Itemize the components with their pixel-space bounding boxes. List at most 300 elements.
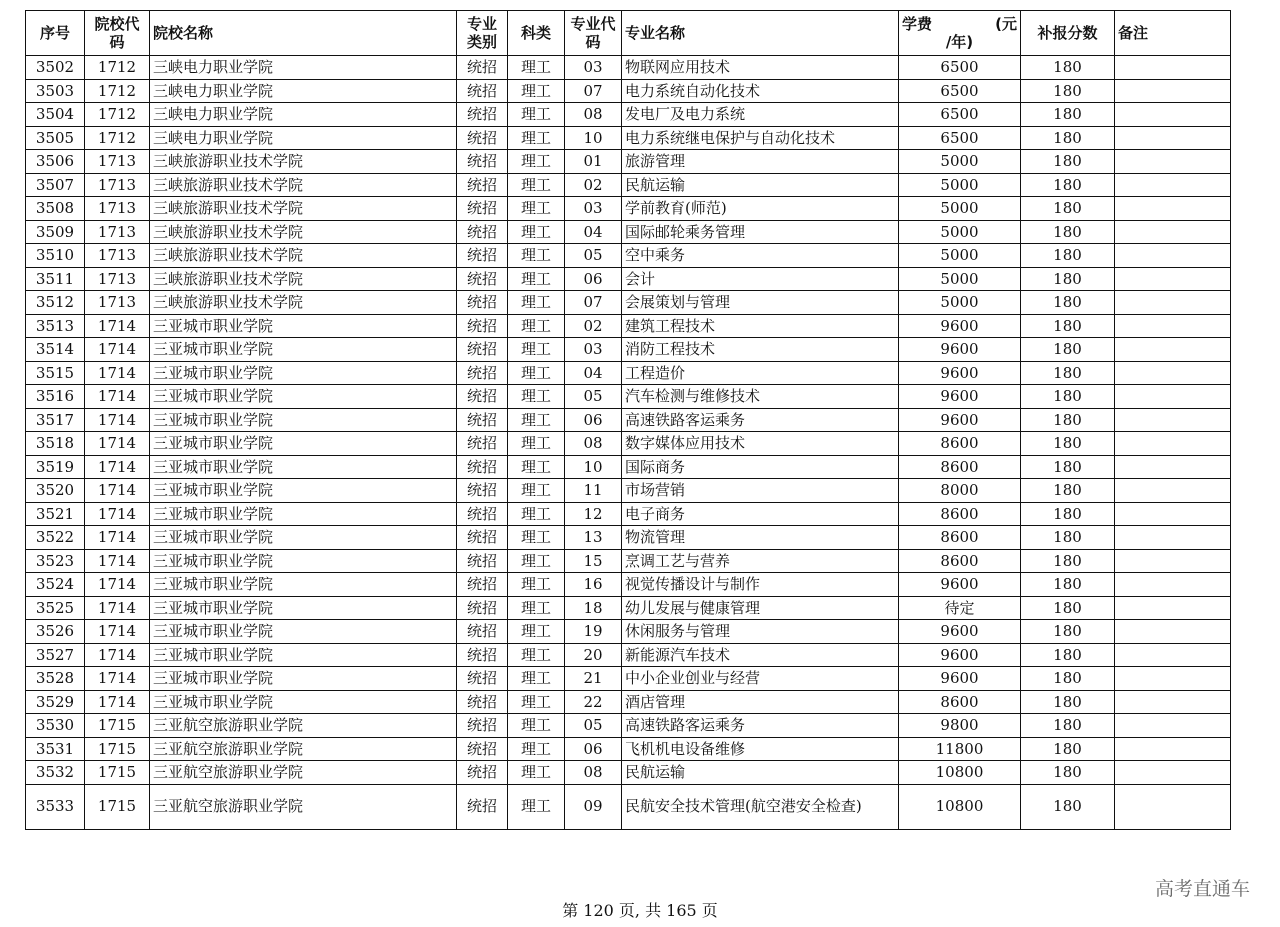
cell-major-type: 统招 bbox=[457, 643, 508, 667]
cell-fee: 10800 bbox=[899, 761, 1021, 785]
cell-score: 180 bbox=[1021, 596, 1115, 620]
cell-fee: 5000 bbox=[899, 173, 1021, 197]
cell-remark bbox=[1115, 573, 1231, 597]
cell-major-name: 视觉传播设计与制作 bbox=[622, 573, 899, 597]
cell-fee: 8600 bbox=[899, 526, 1021, 550]
header-school-code: 院校代码 bbox=[85, 11, 150, 56]
cell-major-name: 电力系统自动化技术 bbox=[622, 79, 899, 103]
cell-school-name: 三亚航空旅游职业学院 bbox=[150, 761, 457, 785]
cell-major-type: 统招 bbox=[457, 220, 508, 244]
header-major-code: 专业代码 bbox=[565, 11, 622, 56]
cell-remark bbox=[1115, 408, 1231, 432]
header-fee-label: 学费 bbox=[902, 15, 933, 33]
cell-seq: 3508 bbox=[26, 197, 85, 221]
cell-seq: 3520 bbox=[26, 479, 85, 503]
cell-subject: 理工 bbox=[508, 220, 565, 244]
cell-major-type: 统招 bbox=[457, 408, 508, 432]
cell-seq: 3505 bbox=[26, 126, 85, 150]
cell-major-type: 统招 bbox=[457, 244, 508, 268]
cell-major-code: 18 bbox=[565, 596, 622, 620]
cell-score: 180 bbox=[1021, 103, 1115, 127]
cell-school-name: 三峡电力职业学院 bbox=[150, 56, 457, 80]
cell-subject: 理工 bbox=[508, 620, 565, 644]
cell-score: 180 bbox=[1021, 549, 1115, 573]
cell-score: 180 bbox=[1021, 244, 1115, 268]
cell-seq: 3507 bbox=[26, 173, 85, 197]
cell-school-name: 三亚城市职业学院 bbox=[150, 455, 457, 479]
cell-score: 180 bbox=[1021, 408, 1115, 432]
cell-school-code: 1713 bbox=[85, 267, 150, 291]
cell-major-name: 会展策划与管理 bbox=[622, 291, 899, 315]
cell-score: 180 bbox=[1021, 291, 1115, 315]
cell-school-code: 1713 bbox=[85, 291, 150, 315]
cell-school-name: 三峡旅游职业技术学院 bbox=[150, 244, 457, 268]
cell-fee: 5000 bbox=[899, 220, 1021, 244]
cell-school-code: 1714 bbox=[85, 573, 150, 597]
cell-major-code: 21 bbox=[565, 667, 622, 691]
cell-seq: 3533 bbox=[26, 784, 85, 829]
table-row bbox=[26, 314, 1231, 338]
cell-major-code: 03 bbox=[565, 197, 622, 221]
cell-fee: 8600 bbox=[899, 690, 1021, 714]
cell-seq: 3516 bbox=[26, 385, 85, 409]
cell-school-code: 1715 bbox=[85, 737, 150, 761]
cell-major-name: 旅游管理 bbox=[622, 150, 899, 174]
cell-subject: 理工 bbox=[508, 314, 565, 338]
cell-seq: 3529 bbox=[26, 690, 85, 714]
cell-fee: 9600 bbox=[899, 643, 1021, 667]
cell-school-name: 三亚城市职业学院 bbox=[150, 549, 457, 573]
cell-major-type: 统招 bbox=[457, 361, 508, 385]
cell-score: 180 bbox=[1021, 150, 1115, 174]
table-row bbox=[26, 643, 1231, 667]
cell-fee: 9600 bbox=[899, 314, 1021, 338]
cell-major-name: 工程造价 bbox=[622, 361, 899, 385]
table-row bbox=[26, 620, 1231, 644]
cell-school-code: 1714 bbox=[85, 408, 150, 432]
cell-major-type: 统招 bbox=[457, 150, 508, 174]
cell-school-name: 三峡旅游职业技术学院 bbox=[150, 220, 457, 244]
cell-major-type: 统招 bbox=[457, 573, 508, 597]
cell-major-code: 05 bbox=[565, 244, 622, 268]
cell-school-code: 1714 bbox=[85, 479, 150, 503]
cell-school-code: 1714 bbox=[85, 667, 150, 691]
table-row bbox=[26, 79, 1231, 103]
cell-remark bbox=[1115, 432, 1231, 456]
header-subject: 科类 bbox=[508, 11, 565, 56]
cell-score: 180 bbox=[1021, 173, 1115, 197]
cell-fee: 9600 bbox=[899, 361, 1021, 385]
cell-subject: 理工 bbox=[508, 385, 565, 409]
cell-remark bbox=[1115, 714, 1231, 738]
table-row bbox=[26, 502, 1231, 526]
table-row bbox=[26, 549, 1231, 573]
cell-score: 180 bbox=[1021, 314, 1115, 338]
cell-seq: 3524 bbox=[26, 573, 85, 597]
cell-school-name: 三峡电力职业学院 bbox=[150, 79, 457, 103]
cell-school-name: 三亚城市职业学院 bbox=[150, 620, 457, 644]
cell-remark bbox=[1115, 455, 1231, 479]
table-row bbox=[26, 784, 1231, 829]
table-row bbox=[26, 173, 1231, 197]
cell-major-type: 统招 bbox=[457, 103, 508, 127]
cell-remark bbox=[1115, 361, 1231, 385]
cell-major-type: 统招 bbox=[457, 267, 508, 291]
cell-subject: 理工 bbox=[508, 761, 565, 785]
table-row bbox=[26, 761, 1231, 785]
cell-subject: 理工 bbox=[508, 596, 565, 620]
cell-school-code: 1712 bbox=[85, 103, 150, 127]
cell-school-name: 三亚城市职业学院 bbox=[150, 432, 457, 456]
cell-major-code: 09 bbox=[565, 784, 622, 829]
cell-seq: 3506 bbox=[26, 150, 85, 174]
table-row bbox=[26, 408, 1231, 432]
cell-school-name: 三峡旅游职业技术学院 bbox=[150, 150, 457, 174]
table-row bbox=[26, 291, 1231, 315]
cell-seq: 3517 bbox=[26, 408, 85, 432]
cell-remark bbox=[1115, 784, 1231, 829]
cell-major-type: 统招 bbox=[457, 126, 508, 150]
cell-fee: 5000 bbox=[899, 197, 1021, 221]
table-row bbox=[26, 220, 1231, 244]
cell-major-name: 民航运输 bbox=[622, 173, 899, 197]
cell-subject: 理工 bbox=[508, 244, 565, 268]
cell-fee: 9600 bbox=[899, 573, 1021, 597]
cell-fee: 6500 bbox=[899, 79, 1021, 103]
cell-remark bbox=[1115, 596, 1231, 620]
cell-remark bbox=[1115, 502, 1231, 526]
cell-remark bbox=[1115, 126, 1231, 150]
cell-subject: 理工 bbox=[508, 173, 565, 197]
cell-school-name: 三峡旅游职业技术学院 bbox=[150, 197, 457, 221]
cell-subject: 理工 bbox=[508, 526, 565, 550]
header-major-name: 专业名称 bbox=[622, 11, 899, 56]
cell-subject: 理工 bbox=[508, 667, 565, 691]
cell-subject: 理工 bbox=[508, 79, 565, 103]
cell-major-type: 统招 bbox=[457, 291, 508, 315]
cell-school-code: 1714 bbox=[85, 502, 150, 526]
cell-seq: 3504 bbox=[26, 103, 85, 127]
cell-school-name: 三亚城市职业学院 bbox=[150, 385, 457, 409]
cell-remark bbox=[1115, 338, 1231, 362]
cell-major-code: 08 bbox=[565, 103, 622, 127]
cell-major-name: 烹调工艺与营养 bbox=[622, 549, 899, 573]
cell-seq: 3512 bbox=[26, 291, 85, 315]
header-score: 补报分数 bbox=[1021, 11, 1115, 56]
cell-subject: 理工 bbox=[508, 502, 565, 526]
cell-school-name: 三亚城市职业学院 bbox=[150, 338, 457, 362]
cell-school-name: 三亚城市职业学院 bbox=[150, 643, 457, 667]
cell-score: 180 bbox=[1021, 690, 1115, 714]
cell-subject: 理工 bbox=[508, 737, 565, 761]
cell-major-type: 统招 bbox=[457, 56, 508, 80]
cell-school-code: 1715 bbox=[85, 784, 150, 829]
admissions-table bbox=[25, 10, 1231, 830]
cell-major-name: 电子商务 bbox=[622, 502, 899, 526]
cell-subject: 理工 bbox=[508, 784, 565, 829]
cell-subject: 理工 bbox=[508, 455, 565, 479]
cell-major-name: 学前教育(师范) bbox=[622, 197, 899, 221]
cell-fee: 8600 bbox=[899, 455, 1021, 479]
cell-major-type: 统招 bbox=[457, 526, 508, 550]
cell-fee: 11800 bbox=[899, 737, 1021, 761]
cell-fee: 5000 bbox=[899, 267, 1021, 291]
cell-score: 180 bbox=[1021, 761, 1115, 785]
cell-seq: 3515 bbox=[26, 361, 85, 385]
cell-school-code: 1714 bbox=[85, 361, 150, 385]
cell-subject: 理工 bbox=[508, 432, 565, 456]
cell-school-name: 三峡电力职业学院 bbox=[150, 126, 457, 150]
cell-seq: 3526 bbox=[26, 620, 85, 644]
table-row bbox=[26, 338, 1231, 362]
cell-major-code: 13 bbox=[565, 526, 622, 550]
header-remark: 备注 bbox=[1115, 11, 1231, 56]
cell-remark bbox=[1115, 737, 1231, 761]
cell-major-name: 高速铁路客运乘务 bbox=[622, 714, 899, 738]
cell-remark bbox=[1115, 291, 1231, 315]
cell-fee: 9600 bbox=[899, 620, 1021, 644]
cell-school-code: 1714 bbox=[85, 690, 150, 714]
cell-major-type: 统招 bbox=[457, 667, 508, 691]
cell-major-name: 幼儿发展与健康管理 bbox=[622, 596, 899, 620]
cell-school-name: 三亚航空旅游职业学院 bbox=[150, 714, 457, 738]
cell-seq: 3518 bbox=[26, 432, 85, 456]
cell-major-type: 统招 bbox=[457, 714, 508, 738]
cell-subject: 理工 bbox=[508, 643, 565, 667]
cell-remark bbox=[1115, 56, 1231, 80]
cell-major-name: 酒店管理 bbox=[622, 690, 899, 714]
cell-school-code: 1713 bbox=[85, 220, 150, 244]
cell-seq: 3523 bbox=[26, 549, 85, 573]
cell-major-name: 汽车检测与维修技术 bbox=[622, 385, 899, 409]
table-row bbox=[26, 267, 1231, 291]
cell-score: 180 bbox=[1021, 361, 1115, 385]
cell-subject: 理工 bbox=[508, 690, 565, 714]
cell-major-code: 04 bbox=[565, 220, 622, 244]
cell-major-type: 统招 bbox=[457, 596, 508, 620]
cell-major-name: 发电厂及电力系统 bbox=[622, 103, 899, 127]
cell-school-code: 1714 bbox=[85, 549, 150, 573]
cell-school-name: 三峡旅游职业技术学院 bbox=[150, 173, 457, 197]
cell-subject: 理工 bbox=[508, 479, 565, 503]
cell-score: 180 bbox=[1021, 220, 1115, 244]
cell-school-code: 1713 bbox=[85, 150, 150, 174]
table-row bbox=[26, 361, 1231, 385]
cell-remark bbox=[1115, 173, 1231, 197]
cell-school-code: 1712 bbox=[85, 126, 150, 150]
cell-major-type: 统招 bbox=[457, 737, 508, 761]
table-row bbox=[26, 126, 1231, 150]
table-row bbox=[26, 56, 1231, 80]
cell-major-name: 电力系统继电保护与自动化技术 bbox=[622, 126, 899, 150]
cell-subject: 理工 bbox=[508, 291, 565, 315]
cell-fee: 5000 bbox=[899, 244, 1021, 268]
cell-score: 180 bbox=[1021, 479, 1115, 503]
cell-remark bbox=[1115, 244, 1231, 268]
cell-major-type: 统招 bbox=[457, 690, 508, 714]
cell-major-code: 08 bbox=[565, 432, 622, 456]
table-row bbox=[26, 479, 1231, 503]
cell-subject: 理工 bbox=[508, 267, 565, 291]
cell-fee: 8000 bbox=[899, 479, 1021, 503]
cell-remark bbox=[1115, 267, 1231, 291]
cell-remark bbox=[1115, 103, 1231, 127]
page-footer: 第 120 页, 共 165 页 bbox=[562, 901, 718, 920]
cell-major-code: 01 bbox=[565, 150, 622, 174]
cell-score: 180 bbox=[1021, 643, 1115, 667]
header-fee-unit-b: /年) bbox=[945, 33, 974, 51]
table-row bbox=[26, 150, 1231, 174]
cell-subject: 理工 bbox=[508, 361, 565, 385]
cell-school-name: 三峡旅游职业技术学院 bbox=[150, 291, 457, 315]
cell-major-type: 统招 bbox=[457, 620, 508, 644]
cell-major-name: 数字媒体应用技术 bbox=[622, 432, 899, 456]
cell-seq: 3510 bbox=[26, 244, 85, 268]
cell-major-name: 消防工程技术 bbox=[622, 338, 899, 362]
cell-major-name: 物联网应用技术 bbox=[622, 56, 899, 80]
cell-school-code: 1713 bbox=[85, 244, 150, 268]
cell-remark bbox=[1115, 761, 1231, 785]
cell-major-type: 统招 bbox=[457, 79, 508, 103]
cell-fee: 5000 bbox=[899, 291, 1021, 315]
cell-major-code: 19 bbox=[565, 620, 622, 644]
cell-major-code: 06 bbox=[565, 737, 622, 761]
header-major-type: 专业类别 bbox=[457, 11, 508, 56]
cell-seq: 3525 bbox=[26, 596, 85, 620]
cell-subject: 理工 bbox=[508, 103, 565, 127]
cell-fee: 9600 bbox=[899, 338, 1021, 362]
cell-major-code: 06 bbox=[565, 408, 622, 432]
cell-score: 180 bbox=[1021, 620, 1115, 644]
cell-fee: 9800 bbox=[899, 714, 1021, 738]
cell-subject: 理工 bbox=[508, 408, 565, 432]
cell-major-name: 建筑工程技术 bbox=[622, 314, 899, 338]
cell-score: 180 bbox=[1021, 502, 1115, 526]
cell-score: 180 bbox=[1021, 197, 1115, 221]
table-header-row bbox=[26, 11, 1231, 56]
cell-subject: 理工 bbox=[508, 197, 565, 221]
cell-fee: 5000 bbox=[899, 150, 1021, 174]
cell-major-type: 统招 bbox=[457, 455, 508, 479]
cell-school-name: 三亚城市职业学院 bbox=[150, 479, 457, 503]
table-row bbox=[26, 103, 1231, 127]
cell-major-type: 统招 bbox=[457, 338, 508, 362]
cell-remark bbox=[1115, 667, 1231, 691]
cell-major-code: 07 bbox=[565, 291, 622, 315]
cell-major-type: 统招 bbox=[457, 784, 508, 829]
cell-fee: 9600 bbox=[899, 385, 1021, 409]
cell-remark bbox=[1115, 643, 1231, 667]
cell-major-name: 新能源汽车技术 bbox=[622, 643, 899, 667]
cell-fee: 9600 bbox=[899, 667, 1021, 691]
cell-major-name: 空中乘务 bbox=[622, 244, 899, 268]
cell-major-code: 12 bbox=[565, 502, 622, 526]
cell-major-name: 会计 bbox=[622, 267, 899, 291]
cell-score: 180 bbox=[1021, 714, 1115, 738]
cell-school-code: 1714 bbox=[85, 385, 150, 409]
cell-major-name: 民航运输 bbox=[622, 761, 899, 785]
cell-school-code: 1714 bbox=[85, 526, 150, 550]
cell-score: 180 bbox=[1021, 267, 1115, 291]
cell-remark bbox=[1115, 620, 1231, 644]
cell-major-code: 07 bbox=[565, 79, 622, 103]
cell-school-code: 1714 bbox=[85, 596, 150, 620]
cell-remark bbox=[1115, 479, 1231, 503]
cell-school-name: 三峡电力职业学院 bbox=[150, 103, 457, 127]
header-seq: 序号 bbox=[26, 11, 85, 56]
cell-school-name: 三亚城市职业学院 bbox=[150, 596, 457, 620]
cell-major-name: 市场营销 bbox=[622, 479, 899, 503]
cell-remark bbox=[1115, 220, 1231, 244]
table-row bbox=[26, 197, 1231, 221]
cell-school-code: 1713 bbox=[85, 197, 150, 221]
table-row bbox=[26, 596, 1231, 620]
cell-subject: 理工 bbox=[508, 56, 565, 80]
cell-seq: 3532 bbox=[26, 761, 85, 785]
watermark: 高考直通车 bbox=[1154, 878, 1250, 900]
cell-remark bbox=[1115, 79, 1231, 103]
cell-fee: 6500 bbox=[899, 126, 1021, 150]
cell-seq: 3519 bbox=[26, 455, 85, 479]
cell-school-code: 1714 bbox=[85, 620, 150, 644]
cell-major-name: 休闲服务与管理 bbox=[622, 620, 899, 644]
cell-major-name: 国际商务 bbox=[622, 455, 899, 479]
cell-major-type: 统招 bbox=[457, 173, 508, 197]
header-fee-unit-a: (元 bbox=[995, 15, 1017, 33]
cell-major-code: 03 bbox=[565, 338, 622, 362]
cell-subject: 理工 bbox=[508, 126, 565, 150]
cell-seq: 3521 bbox=[26, 502, 85, 526]
cell-major-code: 02 bbox=[565, 173, 622, 197]
cell-score: 180 bbox=[1021, 338, 1115, 362]
cell-school-name: 三亚航空旅游职业学院 bbox=[150, 737, 457, 761]
header-school-name: 院校名称 bbox=[150, 11, 457, 56]
cell-remark bbox=[1115, 690, 1231, 714]
cell-subject: 理工 bbox=[508, 150, 565, 174]
table-row bbox=[26, 667, 1231, 691]
cell-fee: 6500 bbox=[899, 103, 1021, 127]
cell-fee: 10800 bbox=[899, 784, 1021, 829]
cell-school-code: 1712 bbox=[85, 56, 150, 80]
cell-school-code: 1714 bbox=[85, 432, 150, 456]
cell-fee: 9600 bbox=[899, 408, 1021, 432]
cell-remark bbox=[1115, 526, 1231, 550]
cell-remark bbox=[1115, 314, 1231, 338]
table-row bbox=[26, 714, 1231, 738]
table-row bbox=[26, 432, 1231, 456]
cell-major-code: 10 bbox=[565, 455, 622, 479]
cell-score: 180 bbox=[1021, 737, 1115, 761]
table-row bbox=[26, 737, 1231, 761]
cell-major-code: 03 bbox=[565, 56, 622, 80]
cell-major-code: 02 bbox=[565, 314, 622, 338]
cell-major-type: 统招 bbox=[457, 314, 508, 338]
cell-seq: 3511 bbox=[26, 267, 85, 291]
cell-major-type: 统招 bbox=[457, 432, 508, 456]
cell-school-code: 1714 bbox=[85, 314, 150, 338]
cell-major-type: 统招 bbox=[457, 479, 508, 503]
cell-seq: 3502 bbox=[26, 56, 85, 80]
cell-school-name: 三亚城市职业学院 bbox=[150, 502, 457, 526]
cell-fee: 8600 bbox=[899, 549, 1021, 573]
cell-school-code: 1712 bbox=[85, 79, 150, 103]
cell-seq: 3530 bbox=[26, 714, 85, 738]
cell-score: 180 bbox=[1021, 126, 1115, 150]
cell-major-name: 高速铁路客运乘务 bbox=[622, 408, 899, 432]
cell-score: 180 bbox=[1021, 526, 1115, 550]
cell-score: 180 bbox=[1021, 573, 1115, 597]
cell-major-code: 22 bbox=[565, 690, 622, 714]
